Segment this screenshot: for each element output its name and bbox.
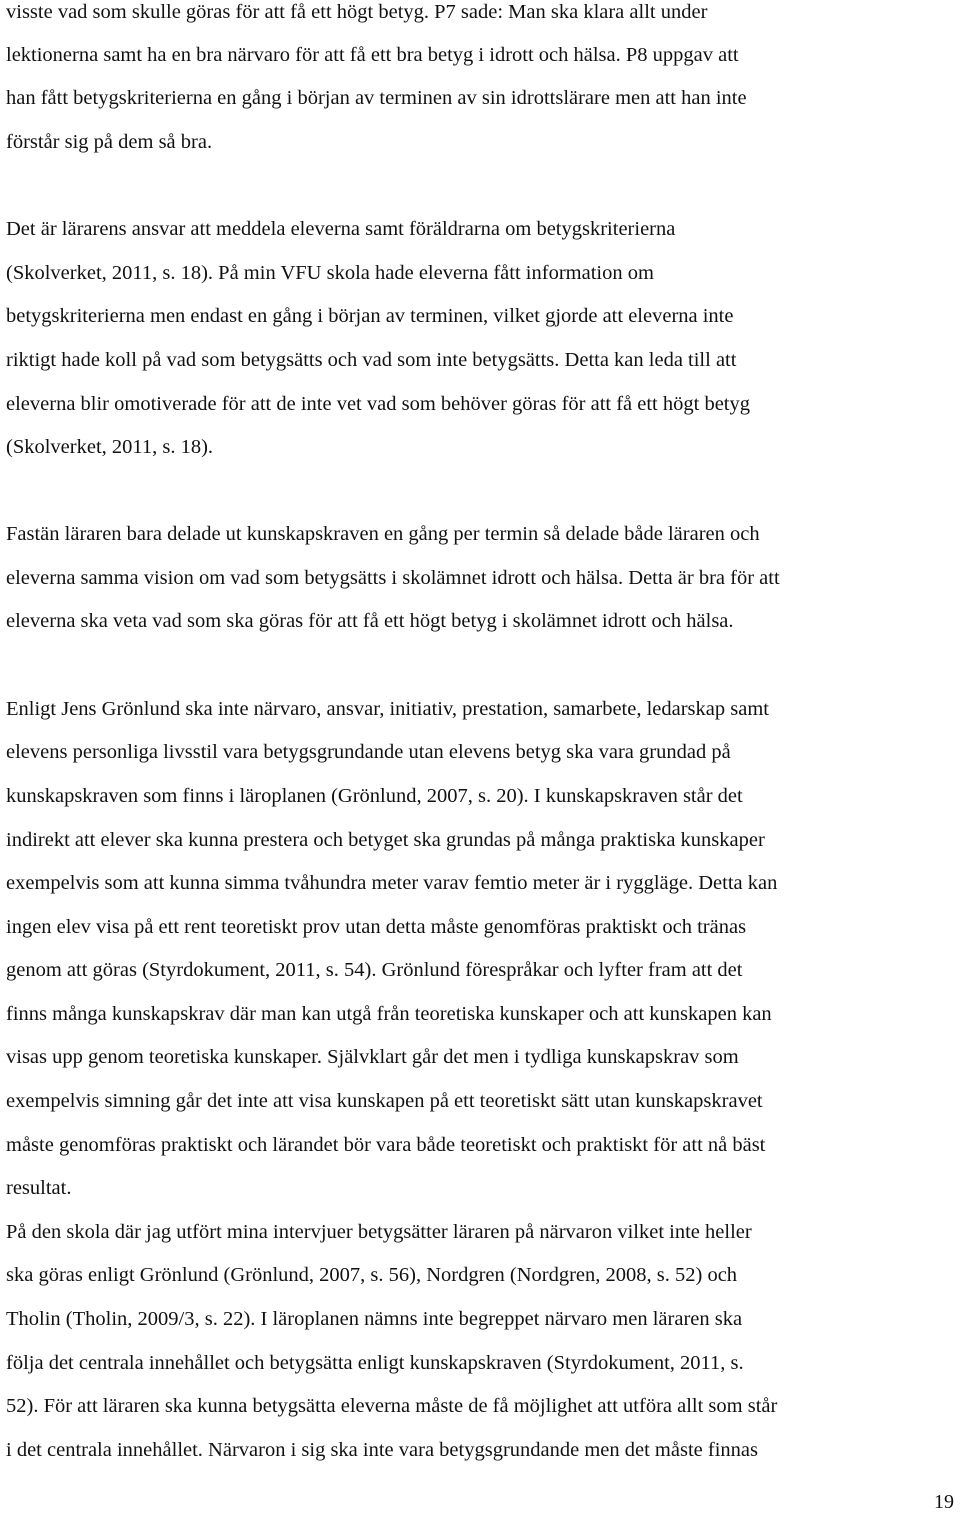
text-line: exempelvis simning går det inte att visa kunskapen på ett teoretiskt sätt utan kunskapskravet bbox=[6, 1090, 763, 1112]
text-line: förstår sig på dem så bra. bbox=[6, 131, 213, 153]
page-number: 19 bbox=[934, 1491, 954, 1513]
text-line: kunskapskraven som finns i läroplanen (Grönlund, 2007, s. 20). I kunskapskraven står det bbox=[6, 785, 743, 807]
text-line: Tholin (Tholin, 2009/3, s. 22). I läroplanen nämns inte begreppet närvaro men läraren ska bbox=[6, 1308, 743, 1330]
text-line: följa det centrala innehållet och betygsätta enligt kunskapskraven (Styrdokument, 2011, s. bbox=[6, 1352, 744, 1374]
text-line: På den skola där jag utfört mina intervjuer betygsätter läraren på närvaron vilket inte heller bbox=[6, 1221, 752, 1243]
text-line: visas upp genom teoretiska kunskaper. Självklart går det men i tydliga kunskapskrav som bbox=[6, 1046, 739, 1068]
text-line: exempelvis som att kunna simma tvåhundra meter varav femtio meter är i ryggläge. Detta kan bbox=[6, 872, 778, 894]
text-line: visste vad som skulle göras för att få ett högt betyg. P7 sade: Man ska klara allt under bbox=[6, 1, 708, 23]
text-line: i det centrala innehållet. Närvaron i sig ska inte vara betygsgrundande men det måste finnas bbox=[6, 1439, 758, 1461]
text-line: finns många kunskapskrav där man kan utgå från teoretiska kunskaper och att kunskapen kan bbox=[6, 1003, 772, 1025]
text-line: eleverna ska veta vad som ska göras för att få ett högt betyg i skolämnet idrott och hälsa. bbox=[6, 610, 734, 632]
text-line: lektionerna samt ha en bra närvaro för att få ett bra betyg i idrott och hälsa. P8 uppgav att bbox=[6, 44, 739, 66]
text-line: eleverna blir omotiverade för att de inte vet vad som behöver göras för att få ett högt betyg bbox=[6, 393, 750, 415]
text-line: ingen elev visa på ett rent teoretiskt prov utan detta måste genomföras praktiskt och tränas bbox=[6, 916, 747, 938]
text-line: Fastän läraren bara delade ut kunskapskraven en gång per termin så delade både läraren och bbox=[6, 523, 760, 545]
text-line: riktigt hade koll på vad som betygsätts och vad som inte betygsätts. Detta kan leda till att bbox=[6, 349, 737, 371]
text-line: ska göras enligt Grönlund (Grönlund, 2007, s. 56), Nordgren (Nordgren, 2008, s. 52) och bbox=[6, 1264, 738, 1286]
text-line: betygskriterierna men endast en gång i början av terminen, vilket gjorde att eleverna inte bbox=[6, 305, 734, 327]
text-line: han fått betygskriterierna en gång i början av terminen av sin idrottslärare men att han inte bbox=[6, 87, 747, 109]
text-line: (Skolverket, 2011, s. 18). bbox=[6, 436, 214, 458]
text-line: elevens personliga livsstil vara betygsgrundande utan elevens betyg ska vara grundad på bbox=[6, 741, 731, 763]
text-line: (Skolverket, 2011, s. 18). På min VFU skola hade eleverna fått information om bbox=[6, 262, 654, 284]
text-line: Det är lärarens ansvar att meddela eleverna samt föräldrarna om betygskriterierna bbox=[6, 218, 676, 240]
text-line: indirekt att elever ska kunna prestera och betyget ska grundas på många praktiska kunskaper bbox=[6, 829, 765, 851]
text-line: Enligt Jens Grönlund ska inte närvaro, ansvar, initiativ, prestation, samarbete, ledarskap samt bbox=[6, 698, 769, 720]
text-line: genom att göras (Styrdokument, 2011, s. 54). Grönlund förespråkar och lyfter fram att det bbox=[6, 959, 743, 981]
text-line: 52). För att läraren ska kunna betygsätta eleverna måste de få möjlighet att utföra allt som står bbox=[6, 1395, 778, 1417]
text-line: måste genomföras praktiskt och lärandet bör vara både teoretiskt och praktiskt för att nå bäst bbox=[6, 1134, 766, 1156]
text-line: resultat. bbox=[6, 1177, 72, 1199]
text-line: eleverna samma vision om vad som betygsätts i skolämnet idrott och hälsa. Detta är bra för att bbox=[6, 567, 780, 589]
